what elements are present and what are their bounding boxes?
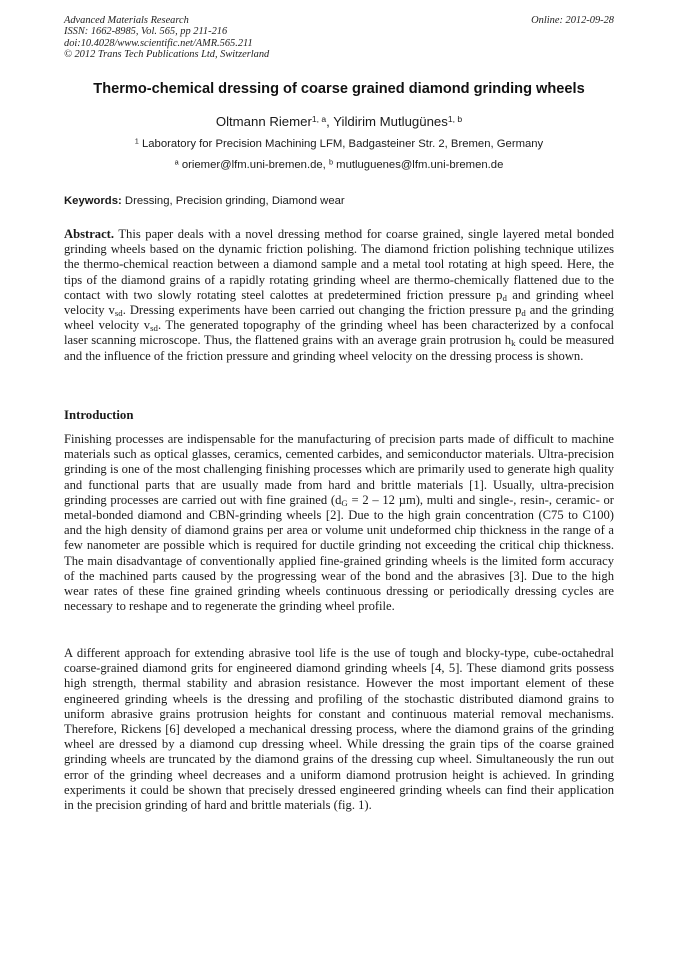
journal-header (64, 15, 614, 60)
intro-p1-text-b: = 2 – 12 µm), multi and single-, resin-, ceramic- or metal-bonded diamond and CBN-grinding wheels [2]. Due to the high grain concentration (C75 to C100) and the high density of diamond grains per area or volume unit undeformed chip thickness in the range of a few nanometer are possible which is required for ductile grinding not exceeding the critical chip thickness. The main disadvantage of conventionally applied fine-grained grinding wheels is the limited form accuracy of the machined parts caused by the progressing wear of the bond and the abrasives [3]. Due to the high wear rates of these fine grained grinding wheels continuous dressing or periodically dressing cycles are necessary to reshape and to regenerate the grinding wheel profile. (64, 492, 614, 614)
abstract-text-1: This paper deals with a novel dressing method for coarse grained, single layered metal bonded grinding wheels based on the dynamic friction polishing. The diamond friction polishing technique utilizes the thermo-chemical reaction between a diamond sample and a metal tool rotating at high speed. Here, the tips of the diamond grains of a rapidly rotating grinding wheel are thermo-chemically flattened due to the contact with two slowly rotating steel calottes at predetermined friction pressure p (64, 227, 614, 302)
author-line (40, 113, 638, 131)
subscript-sd: sd (114, 308, 123, 319)
abstract-text-6: could be measured and the influence of the friction pressure and grinding wheel velocity on the dressing process is shown. (64, 333, 614, 363)
intro-p1 (64, 432, 614, 614)
abstract (64, 227, 614, 364)
subscript-k: k (511, 338, 516, 349)
journal-doi[interactable]: doi:10.4028/www.scientific.net/AMR.565.211 (64, 37, 253, 49)
journal-copyright: © 2012 Trans Tech Publications Ltd, Switzerland (64, 48, 270, 60)
subscript-g: G (341, 498, 348, 509)
subscript-sd: sd (150, 323, 158, 334)
email-separator: , (322, 159, 329, 171)
email-line (40, 158, 638, 173)
keywords (64, 194, 614, 209)
abstract-paragraph (64, 227, 614, 364)
keywords-label: Keywords: (64, 195, 122, 207)
section-heading-introduction: Introduction (64, 408, 134, 422)
abstract-label: Abstract. (64, 227, 115, 241)
author-2-affiliation-mark: 1, b (447, 114, 463, 125)
author-1-affiliation-mark: 1, a (311, 114, 327, 125)
author-name-2: Yildirim Mutlugünes (333, 114, 448, 129)
affiliation (40, 137, 638, 152)
introduction-paragraph-2 (64, 646, 614, 813)
intro-p2: A different approach for extending abrasive tool life is the use of tough and blocky-type, cube-octahedral coarse-grained diamond grits for engineered diamond grinding wheels [4, 5]. These diamond grits possess high strength, thermal stability and abrasion resistance. However the most important element of these engineered grinding wheels is the dressing and profiling of the stochastic distributed diamond grains to uniform abrasive grains protrusion heights for constant and continuous material removal mechanisms. Therefore, Rickens [6] developed a mechanical dressing process, where the diamond grains of the grinding wheel are dressed by a diamond cup dressing wheel. While dressing the grain tips of the coarse grained grinding wheels are truncated by the diamond grains of the dressing cup wheel. Simultaneously the run out error of the grinding wheel decreases and a uniform diamond protrusion height is achieved. In grinding experiments it could be shown that precisely dressed engineered grinding wheels can find their application in the precision grinding of hard and brittle materials (fig. 1). (64, 646, 614, 813)
email-author-2[interactable]: mutluguenes@lfm.uni-bremen.de (336, 159, 504, 171)
affiliation-text: Laboratory for Precision Machining LFM, Badgasteiner Str. 2, Bremen, Germany (141, 138, 544, 150)
introduction-paragraph-1 (64, 432, 614, 614)
author-name-1: Oltmann Riemer (215, 114, 312, 129)
journal-issn: ISSN: 1662-8985, Vol. 565, pp 211-216 (64, 26, 228, 38)
intro-p1-text-a: Finishing processes are indispensable for the manufacturing of precision parts made of difficult to machine materials such as optical glasses, ceramics, cemented carbides, and semiconductor materials. Ultra-precision grinding is one of the most challenging finishing processes which are primarily used to generate high quality and functional parts that are usually made from hard and brittle materials [1]. Usually, ultra-precision grinding processes are carried out with fine grained (d (64, 432, 614, 507)
email-mark-a: a (174, 157, 179, 167)
email-mark-b: b (328, 157, 334, 167)
abstract-text-5: . The generated topography of the grinding wheel has been characterized by a confocal laser scanning microscope. Thus, the flattened grains with an average grain protrusion h (64, 318, 615, 348)
affiliation-mark: 1 (134, 136, 139, 146)
subscript-d: d (502, 293, 507, 304)
author-separator: , (326, 114, 334, 129)
abstract-text-3: . Dressing experiments have been carried out changing the friction pressure p (122, 303, 522, 318)
email-author-1[interactable]: oriemer@lfm.uni-bremen.de (181, 159, 323, 171)
journal-name: Advanced Materials Research (64, 15, 189, 26)
abstract-text-2: and grinding wheel velocity v (64, 287, 614, 318)
keywords-text: Dressing, Precision grinding, Diamond wear (124, 195, 345, 207)
online-date: Online: 2012-09-28 (531, 15, 614, 26)
paper-title: Thermo-chemical dressing of coarse grained diamond grinding wheels (93, 81, 585, 97)
abstract-text-4: and the grinding wheel velocity v (64, 303, 614, 333)
subscript-d: d (521, 308, 526, 319)
